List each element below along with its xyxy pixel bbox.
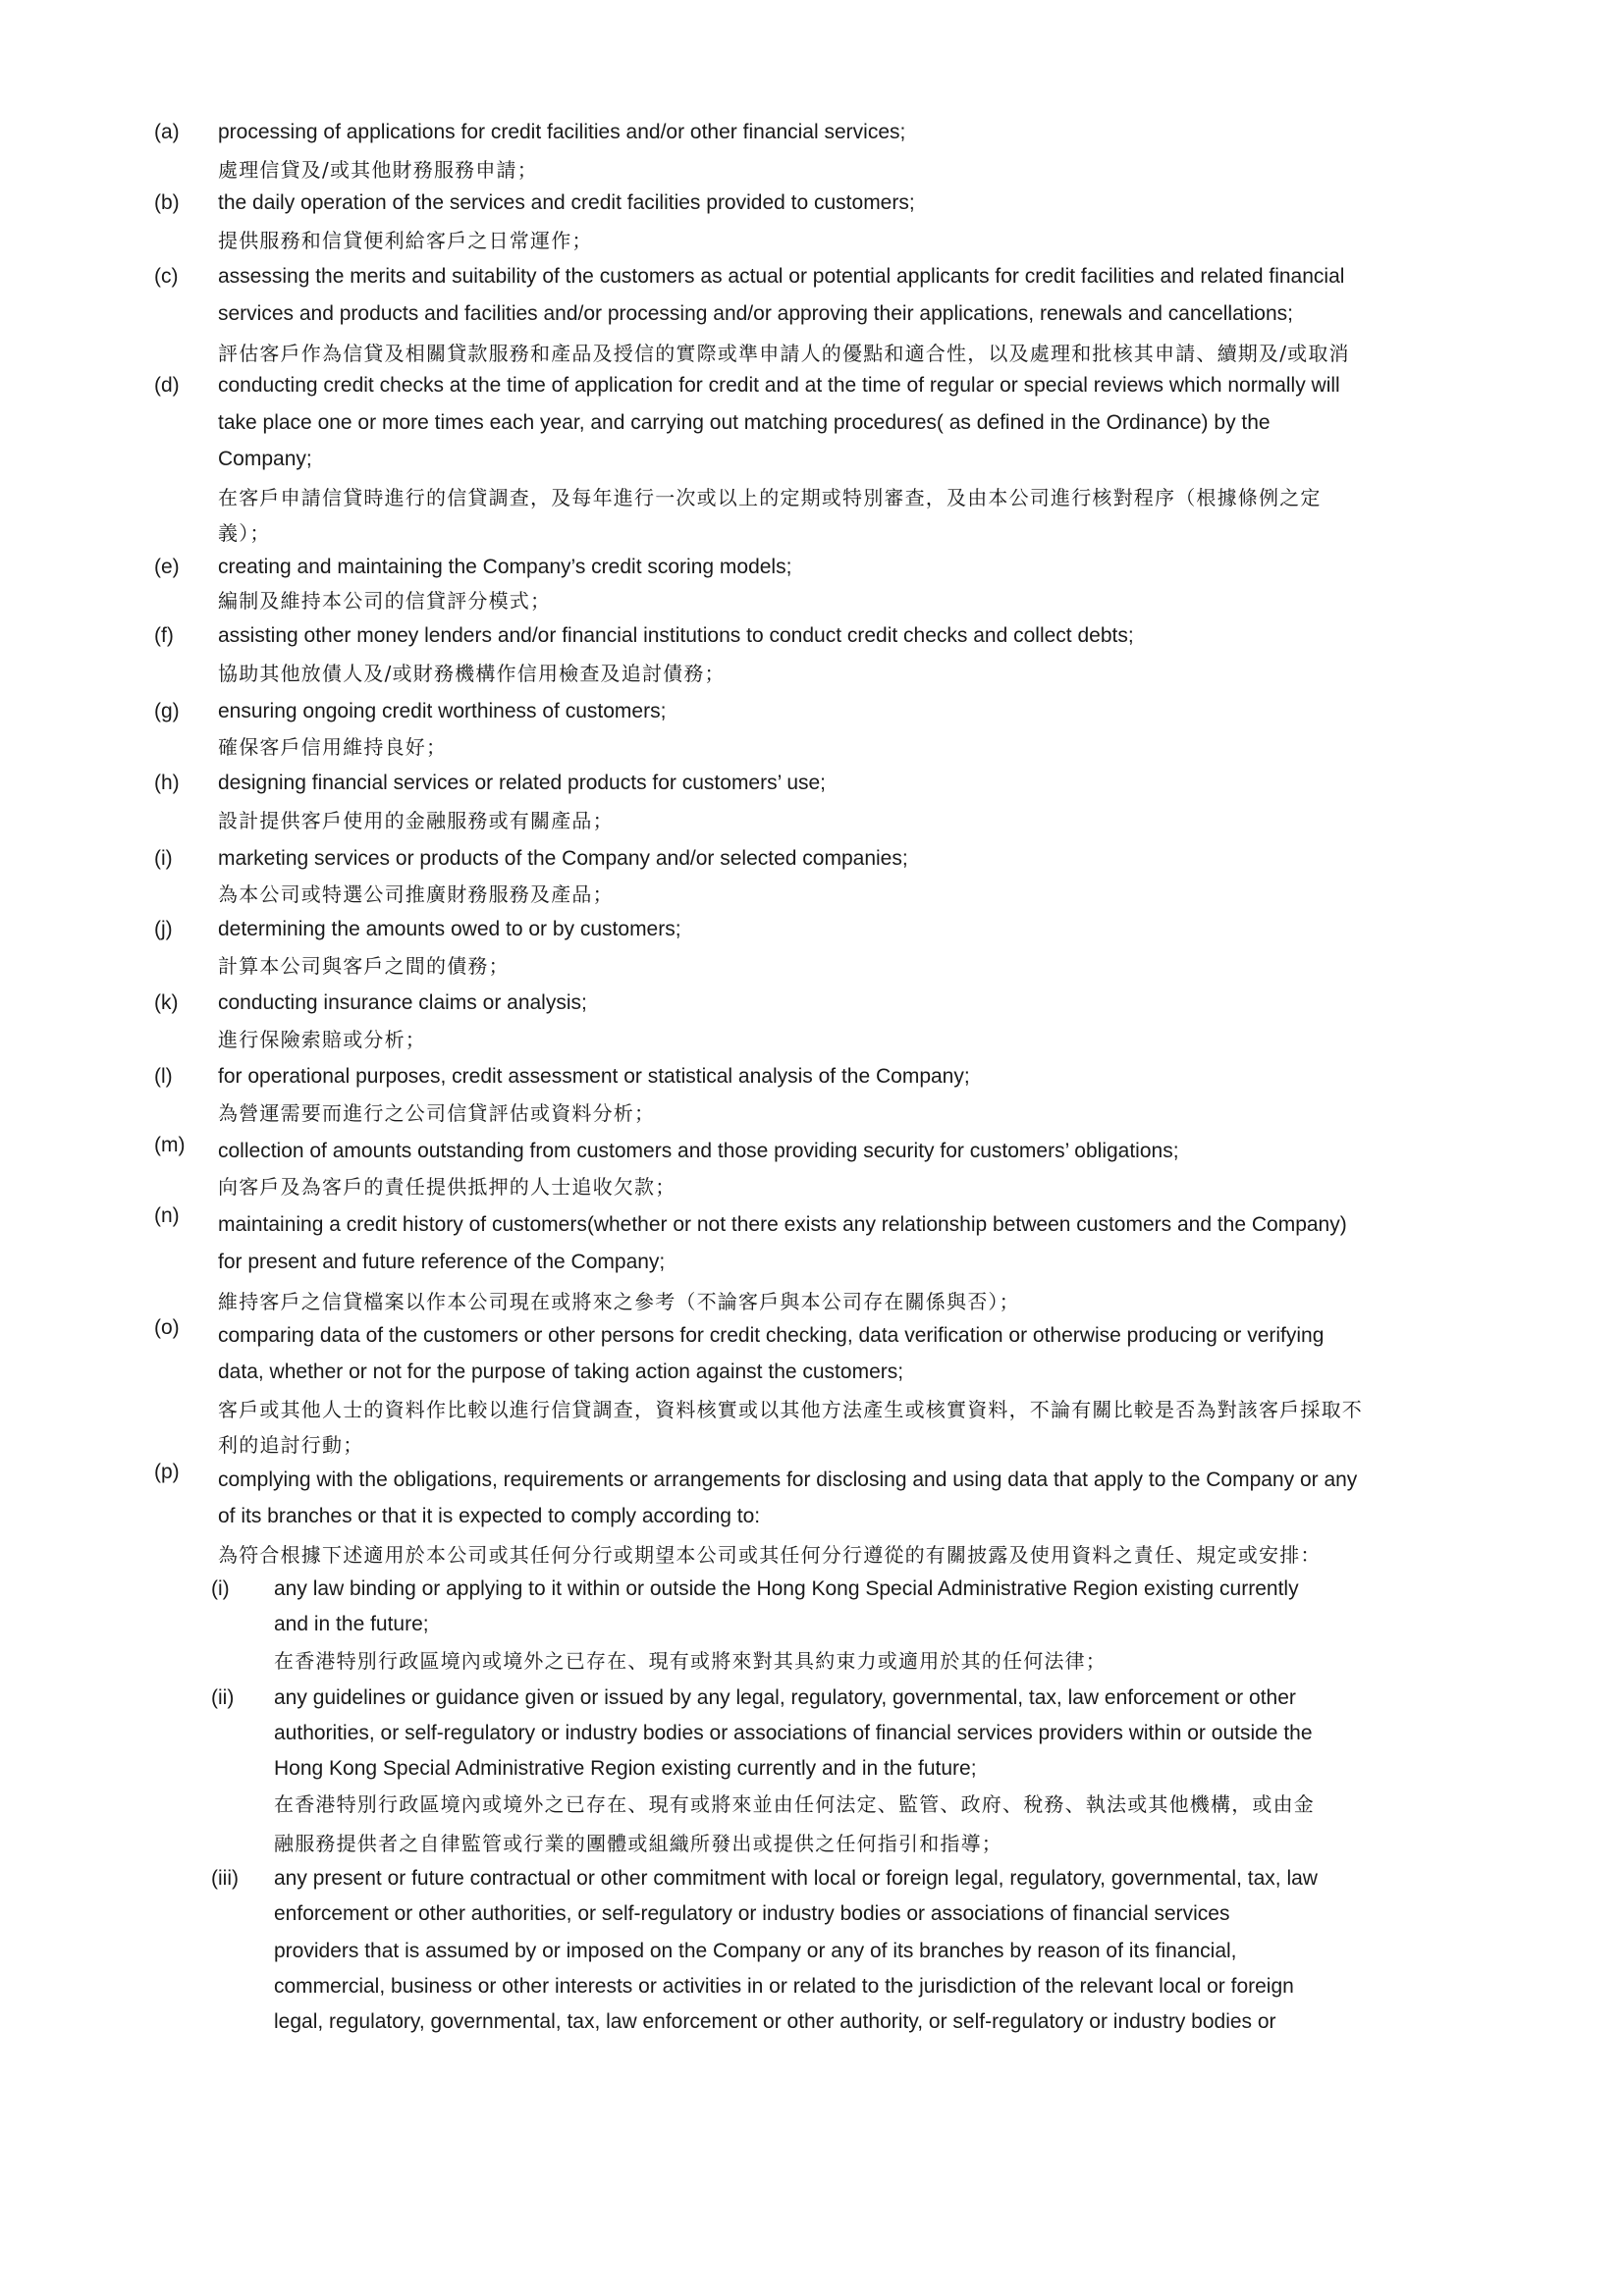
- item-text-en: assessing the merits and suitability of the customers as actual or potential applicants for credit facilities and related financial: [218, 265, 1345, 288]
- subitem-text-zh: 在香港特別行政區境內或境外之已存在、現有或將來對其具約束力或適用於其的任何法律；: [274, 1649, 1107, 1673]
- item-text-zh: 客戶或其他人士的資料作比較以進行信貸調查，資料核實或以其他方法產生或核實資料，不論有關比較是否為對該客戶採取不: [218, 1397, 1363, 1421]
- item-text-zh: 確保客戶信用維持良好；: [218, 734, 448, 759]
- subitem-text-zh: 在香港特別行政區境內或境外之已存在、現有或將來並由任何法定、監管、政府、稅務、執法或其他機構，或由金: [274, 1791, 1315, 1816]
- item-text-en: of its branches or that it is expected to comply according to:: [218, 1505, 761, 1527]
- item-text-zh: 為本公司或特選公司推廣財務服務及產品；: [218, 881, 614, 906]
- item-label: (c): [154, 265, 179, 288]
- item-text-en: services and products and facilities and/or processing and/or approving their applications, renewals and cancellations;: [218, 301, 1293, 325]
- item-text-en: assisting other money lenders and/or financial institutions to conduct credit checks and collect debts;: [218, 624, 1134, 647]
- item-text-zh: 為符合根據下述適用於本公司或其任何分行或期望本公司或其任何分行遵從的有關披露及使用資料之責任、規定或安排：: [218, 1543, 1322, 1567]
- item-text-zh: 進行保險索賠或分析；: [218, 1028, 426, 1051]
- item-label: (f): [154, 624, 174, 647]
- item-text-zh: 義）；: [218, 521, 271, 545]
- item-text-zh: 為營運需要而進行之公司信貸評估或資料分析；: [218, 1101, 656, 1125]
- item-text-en: ensuring ongoing credit worthiness of customers;: [218, 699, 667, 722]
- item-text-en: determining the amounts owed to or by customers;: [218, 917, 681, 940]
- item-label: (h): [154, 772, 180, 794]
- item-text-en: marketing services or products of the Company and/or selected companies;: [218, 846, 908, 870]
- item-text-zh: 處理信貸及/或其他財務服務申請；: [218, 157, 538, 182]
- item-label: (k): [154, 990, 179, 1014]
- subitem-text-en: any present or future contractual or other commitment with local or foreign legal, regulatory, governmental, tax, law: [274, 1867, 1318, 1890]
- item-text-en: the daily operation of the services and credit facilities provided to customers;: [218, 191, 915, 214]
- item-label: (j): [154, 917, 173, 940]
- subitem-text-en: legal, regulatory, governmental, tax, law enforcement or other authority, or self-regulatory or industry bodies or: [274, 2009, 1276, 2033]
- subitem-text-en: any guidelines or guidance given or issued by any legal, regulatory, governmental, tax, law enforcement or other: [274, 1685, 1296, 1709]
- item-text-en: creating and maintaining the Company’s credit scoring models;: [218, 555, 792, 578]
- subitem-text-en: Hong Kong Special Administrative Region existing currently and in the future;: [274, 1756, 977, 1780]
- item-text-en: collection of amounts outstanding from customers and those providing security for customers’ obligations;: [218, 1140, 1179, 1162]
- item-text-zh: 在客戶申請信貸時進行的信貸調查，及每年進行一次或以上的定期或特別審查，及由本公司進行核對程序（根據條例之定: [218, 486, 1322, 509]
- item-label: (o): [154, 1316, 180, 1339]
- item-text-zh: 設計提供客戶使用的金融服務或有關產品；: [218, 808, 614, 832]
- subitem-text-en: any law binding or applying to it within or outside the Hong Kong Special Administrative Region existing currently: [274, 1576, 1299, 1600]
- item-label: (d): [154, 374, 180, 397]
- item-text-en: comparing data of the customers or other persons for credit checking, data verification or otherwise producing or verifying: [218, 1323, 1325, 1347]
- item-text-en: complying with the obligations, requirements or arrangements for disclosing and using data that apply to the Company or any: [218, 1468, 1358, 1491]
- item-label: (b): [154, 191, 180, 214]
- item-text-en: Company;: [218, 448, 312, 470]
- item-label: (p): [154, 1461, 180, 1483]
- item-text-zh: 評估客戶作為信貸及相關貸款服務和產品及授信的實際或準申請人的優點和適合性，以及處理和批核其申請、續期及/或取消: [218, 342, 1350, 365]
- item-text-en: for operational purposes, credit assessment or statistical analysis of the Company;: [218, 1064, 970, 1088]
- item-text-zh: 提供服務和信貸便利給客戶之日常運作；: [218, 228, 593, 252]
- item-label: (a): [154, 121, 180, 143]
- item-text-en: conducting insurance claims or analysis;: [218, 990, 587, 1014]
- item-label: (g): [154, 699, 180, 722]
- item-text-zh: 利的追討行動；: [218, 1432, 364, 1457]
- item-text-en: data, whether or not for the purpose of taking action against the customers;: [218, 1361, 904, 1383]
- item-text-en: designing financial services or related products for customers’ use;: [218, 772, 827, 794]
- item-text-zh: 協助其他放債人及/或財務機構作信用檢查及追討債務；: [218, 661, 726, 685]
- item-label: (i): [154, 846, 173, 870]
- subitem-text-en: authorities, or self-regulatory or industry bodies or associations of financial services providers within or outside the: [274, 1721, 1313, 1744]
- item-label: (m): [154, 1134, 186, 1156]
- item-text-en: processing of applications for credit facilities and/or other financial services;: [218, 121, 906, 143]
- item-text-en: maintaining a credit history of customers(whether or not there exists any relationship between customers and the Company): [218, 1213, 1347, 1236]
- item-text-en: conducting credit checks at the time of application for credit and at the time of regular or special reviews which normally will: [218, 374, 1340, 397]
- subitem-text-en: and in the future;: [274, 1612, 429, 1635]
- item-text-zh: 維持客戶之信貸檔案以作本公司現在或將來之參考（不論客戶與本公司存在關係與否）；: [218, 1290, 1020, 1313]
- subitem-label: (ii): [211, 1685, 235, 1709]
- subitem-text-en: commercial, business or other interests or activities in or related to the jurisdiction of the relevant local or foreign: [274, 1974, 1294, 1998]
- subitem-text-en: enforcement or other authorities, or self-regulatory or industry bodies or associations of financial services: [274, 1902, 1230, 1925]
- item-label: (n): [154, 1204, 180, 1227]
- item-text-en: take place one or more times each year, and carrying out matching procedures( as defined in the Ordinance) by the: [218, 410, 1271, 434]
- subitem-text-en: providers that is assumed by or imposed on the Company or any of its branches by reason of its financial,: [274, 1939, 1237, 1962]
- item-label: (l): [154, 1064, 173, 1088]
- subitem-label: (i): [211, 1576, 230, 1600]
- item-label: (e): [154, 555, 180, 578]
- item-text-zh: 編制及維持本公司的信貸評分模式；: [218, 589, 552, 613]
- subitem-label: (iii): [211, 1867, 239, 1890]
- subitem-text-zh: 融服務提供者之自律監管或行業的團體或組織所發出或提供之任何指引和指導；: [274, 1832, 1002, 1855]
- item-text-en: for present and future reference of the Company;: [218, 1250, 666, 1273]
- item-text-zh: 向客戶及為客戶的責任提供抵押的人士追收欠款；: [218, 1175, 676, 1199]
- item-text-zh: 計算本公司與客戶之間的債務；: [218, 954, 510, 978]
